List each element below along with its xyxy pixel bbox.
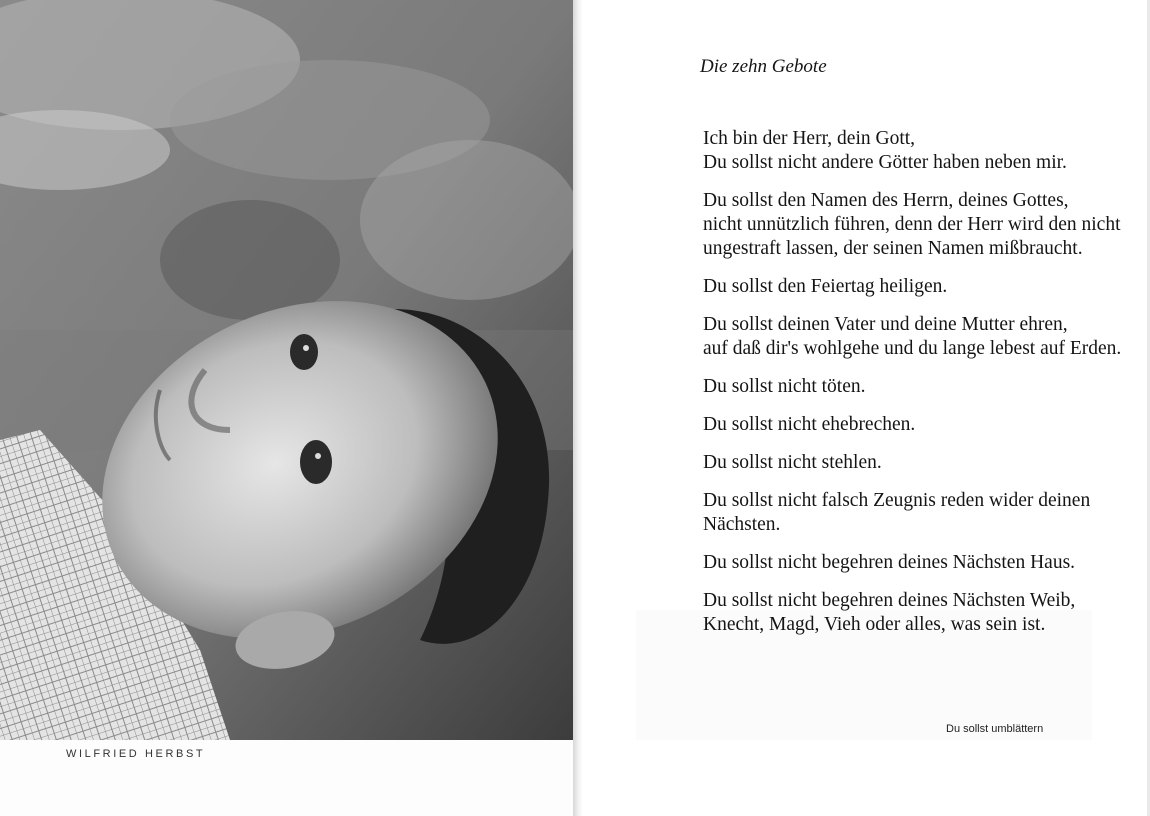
commandment-line: Du sollst nicht andere Götter haben neben mir. xyxy=(703,152,1067,173)
commandment-line: Du sollst nicht töten. xyxy=(703,376,866,397)
commandment-4 xyxy=(703,313,1122,361)
commandment-3 xyxy=(703,275,1103,299)
commandment-2 xyxy=(703,189,1121,261)
page-turn-note: Du sollst umblättern xyxy=(946,723,1044,735)
commandment-line: auf daß dir's wohlgehe und du lange lebest auf Erden. xyxy=(703,338,1122,359)
commandment-line: ungestraft lassen, der seinen Namen mißbraucht. xyxy=(703,238,1083,259)
page-title: Die zehn Gebote xyxy=(700,56,827,77)
commandment-line: Du sollst nicht falsch Zeugnis reden wider deinen xyxy=(703,490,1091,511)
commandment-line: nicht unnützlich führen, denn der Herr wird den nicht xyxy=(703,214,1121,235)
page-gutter xyxy=(573,0,583,816)
commandment-7 xyxy=(703,451,1103,475)
commandment-line: Knecht, Magd, Vieh oder alles, was sein ist. xyxy=(703,614,1046,635)
commandment-1 xyxy=(703,127,1103,175)
commandment-line: Du sollst nicht begehren deines Nächsten Haus. xyxy=(703,552,1076,573)
commandment-9 xyxy=(703,551,1103,575)
commandment-line: Nächsten. xyxy=(703,514,781,535)
photo-credit: WILFRIED HERBST xyxy=(66,748,206,760)
commandment-10 xyxy=(703,589,1103,637)
commandment-line: Du sollst nicht begehren deines Nächsten Weib, xyxy=(703,590,1076,611)
commandment-line: Du sollst den Namen des Herrn, deines Gottes, xyxy=(703,190,1069,211)
commandment-line: Ich bin der Herr, dein Gott, xyxy=(703,128,916,149)
commandment-line: Du sollst nicht stehlen. xyxy=(703,452,882,473)
commandment-8 xyxy=(703,489,1103,537)
commandment-line: Du sollst nicht ehebrechen. xyxy=(703,414,916,435)
commandment-line: Du sollst deinen Vater und deine Mutter ehren, xyxy=(703,314,1068,335)
commandment-6 xyxy=(703,413,1103,437)
portrait-illustration xyxy=(0,0,573,740)
commandment-5 xyxy=(703,375,1103,399)
commandments-list xyxy=(703,127,1122,651)
portrait-photo xyxy=(0,0,573,740)
commandment-line: Du sollst den Feiertag heiligen. xyxy=(703,276,948,297)
